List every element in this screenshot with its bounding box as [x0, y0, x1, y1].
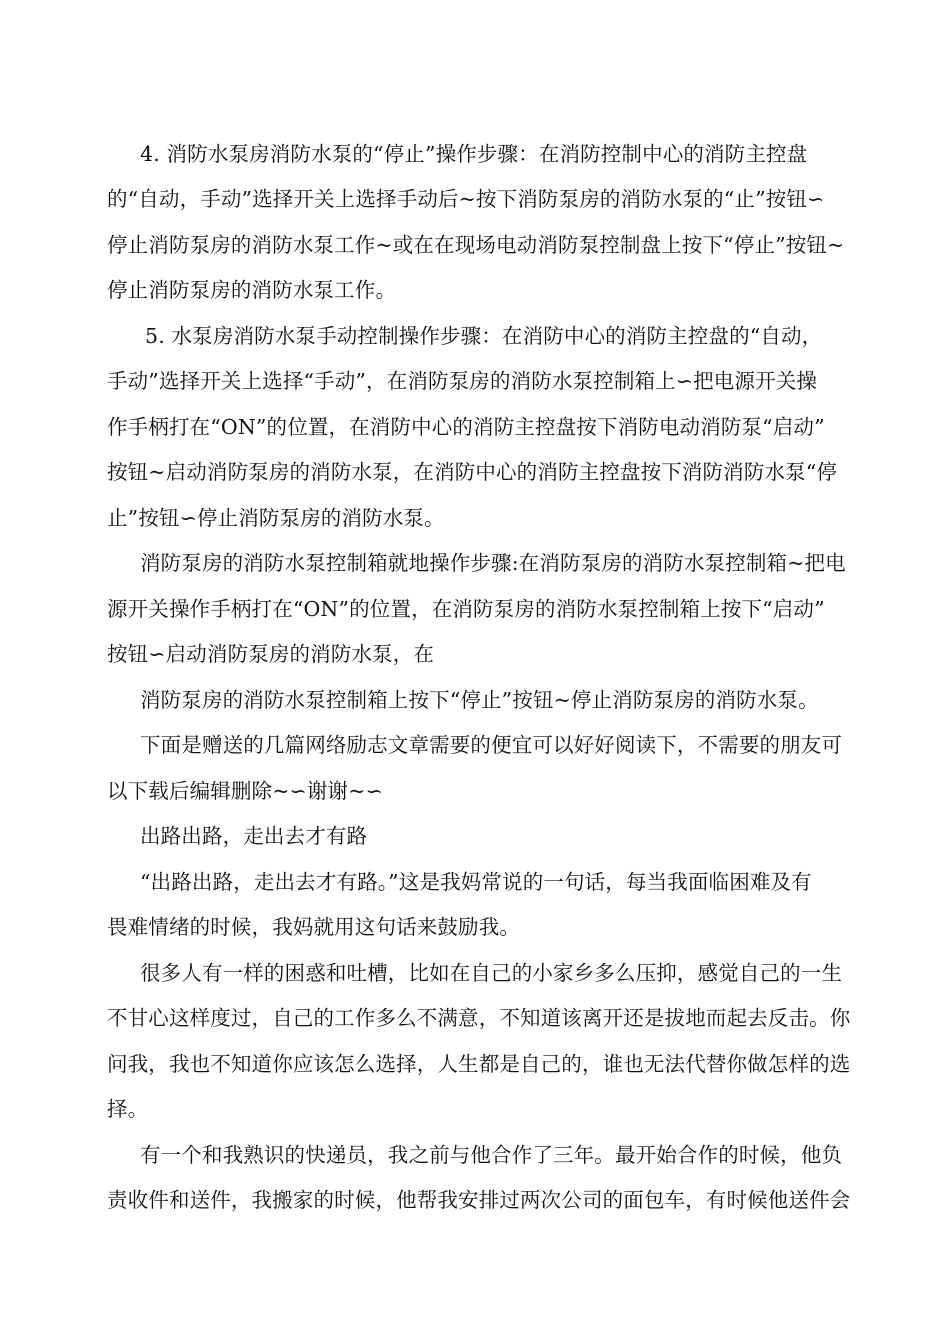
text-line: 止”按钮∽停止消防泵房的消防水泵。	[107, 506, 445, 530]
text-line: 不甘心这样度过，自己的工作多么不满意，不知道该离开还是拔地而起去反击。你	[107, 1006, 851, 1030]
text-line: 消防泵房的消防水泵控制箱就地操作步骤:在消防泵房的消防水泵控制箱~把电	[140, 551, 846, 575]
text-line: 很多人有一样的困惑和吐槽，比如在自己的小家乡多么压抑，感觉自己的一生	[140, 961, 843, 985]
text-line: “出路出路，走出去才有路。”这是我妈常说的一句话，每当我面临困难及有	[140, 870, 812, 894]
text-line: 4. 消防水泵房消防水泵的“停止”操作步骤：在消防控制中心的消防主控盘	[140, 142, 808, 166]
text-line: 有一个和我熟识的快递员，我之前与他合作了三年。最开始合作的时候，他负	[140, 1143, 843, 1167]
text-line: 停止消防泵房的消防水泵工作。	[107, 278, 397, 302]
text-line: 下面是赠送的几篇网络励志文章需要的便宜可以好好阅读下，不需要的朋友可	[140, 733, 843, 757]
text-line: 停止消防泵房的消防水泵工作~或在在现场电动消防泵控制盘上按下“停止”按钮~	[107, 233, 845, 257]
text-line: 源开关操作手柄打在“ON”的位置，在消防泵房的消防水泵控制箱上按下“启动”	[107, 597, 825, 621]
text-line: 问我，我也不知道你应该怎么选择，人生都是自己的，谁也无法代替你做怎样的选	[107, 1052, 851, 1076]
text-line: 责收件和送件，我搬家的时候，他帮我安排过两次公司的面包车，有时候他送件会	[107, 1188, 851, 1212]
article-title: 出路出路，走出去才有路	[140, 824, 368, 848]
text-line: 按钮~启动消防泵房的消防水泵，在消防中心的消防主控盘按下消防消防水泵“停	[107, 460, 838, 484]
text-line: 择。	[107, 1097, 149, 1121]
text-line: 的“自动，手动”选择开关上选择手动后~按下消防泵房的消防水泵的“止”按钮∽	[107, 187, 825, 211]
text-line: 消防泵房的消防水泵控制箱上按下“停止”按钮~停止消防泵房的消防水泵。	[140, 688, 819, 712]
text-line: 以下载后编辑删除~∽谢谢~∽	[107, 779, 383, 803]
text-line: 按钮∽启动消防泵房的消防水泵，在	[107, 642, 435, 666]
text-line: 手动”选择开关上选择“手动”，在消防泵房的消防水泵控制箱上∽把电源开关操	[107, 369, 818, 393]
text-line: 5. 水泵房消防水泵手动控制操作步骤：在消防中心的消防主控盘的“自动，	[145, 324, 823, 348]
text-line: 作手柄打在“ON”的位置，在消防中心的消防主控盘按下消防电动消防泵“启动”	[107, 415, 825, 439]
text-line: 畏难情绪的时候，我妈就用这句话来鼓励我。	[107, 915, 520, 939]
